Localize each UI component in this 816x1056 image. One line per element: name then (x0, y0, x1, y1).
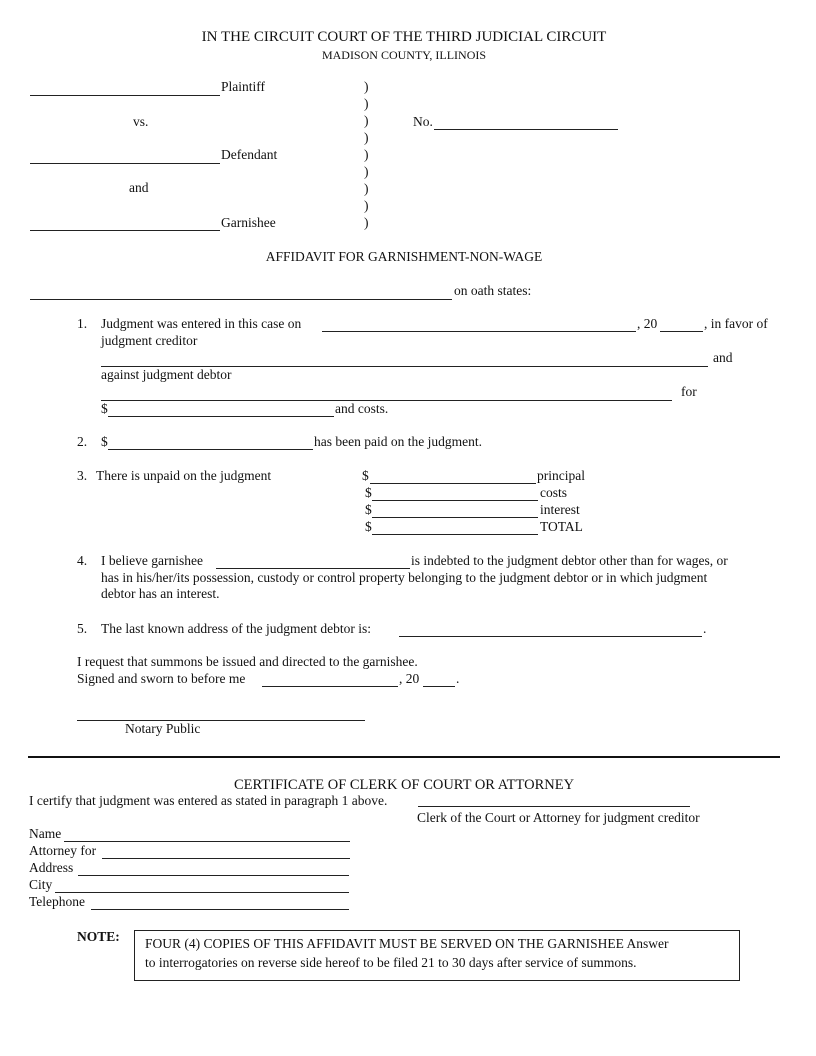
item-number: 3. (77, 468, 88, 483)
item4-line3: debtor has an interest. (101, 586, 220, 601)
item-number: 5. (77, 621, 88, 636)
certificate-title: CERTIFICATE OF CLERK OF COURT OR ATTORNEY (233, 777, 575, 793)
paren: ) (364, 164, 369, 179)
paren: ) (364, 130, 369, 145)
signed-text: Signed and sworn to before me (77, 671, 246, 686)
city-blank[interactable] (55, 892, 349, 893)
interest-blank[interactable] (372, 517, 538, 518)
paren: ) (364, 198, 369, 213)
name-label: Name (29, 826, 62, 841)
paren: ) (364, 79, 369, 94)
paid-amount-blank[interactable] (108, 449, 313, 450)
item3-text: There is unpaid on the judgment (96, 468, 272, 483)
paren: ) (364, 113, 369, 128)
item-number: 1. (77, 316, 88, 331)
paren: ) (364, 147, 369, 162)
item5-text: The last known address of the judgment debtor is: (101, 621, 371, 636)
clerk-label: Clerk of the Court or Attorney for judgment creditor (417, 810, 700, 825)
note-line-2: to interrogatories on reverse side hereof to be filed 21 to 30 days after service of summons. (145, 955, 637, 970)
paren: ) (364, 96, 369, 111)
judgment-date-blank[interactable] (322, 331, 636, 332)
for-text: for (681, 384, 697, 399)
costs-label: costs (540, 485, 567, 500)
defendant-blank[interactable] (30, 163, 220, 164)
section-divider (28, 756, 780, 758)
item-number: 4. (77, 553, 88, 568)
court-title: IN THE CIRCUIT COURT OF THE THIRD JUDICIAL CIRCUIT (201, 29, 607, 45)
principal-blank[interactable] (370, 483, 536, 484)
attorney-for-blank[interactable] (102, 858, 350, 859)
interest-label: interest (540, 502, 580, 517)
address-label: Address (29, 860, 74, 875)
telephone-label: Telephone (29, 894, 86, 909)
county-subtitle: MADISON COUNTY, ILLINOIS (321, 48, 487, 62)
plaintiff-blank[interactable] (30, 95, 220, 96)
dollar-sign: $ (365, 502, 372, 517)
plaintiff-label: Plaintiff (221, 79, 266, 94)
note-label: NOTE: (77, 929, 120, 944)
vs-label: vs. (133, 114, 149, 129)
total-label: TOTAL (540, 519, 583, 534)
note-line-1: FOUR (4) COPIES OF THIS AFFIDAVIT MUST BE SERVED ON THE GARNISHEE Answer (145, 936, 669, 951)
and-label: and (129, 180, 149, 195)
period: . (703, 621, 707, 636)
item-number: 2. (77, 434, 88, 449)
notary-signature-blank[interactable] (77, 720, 365, 721)
costs-blank[interactable] (372, 500, 538, 501)
garnishee-label: Garnishee (221, 215, 276, 230)
signed-date-blank[interactable] (262, 686, 398, 687)
principal-label: principal (537, 468, 585, 483)
item4-text: I believe garnishee (101, 553, 203, 568)
item2-text: has been paid on the judgment. (314, 434, 482, 449)
judgment-amount-blank[interactable] (108, 416, 334, 417)
dollar-sign: $ (365, 485, 372, 500)
paren: ) (364, 181, 369, 196)
item4-text-cont: is indebted to the judgment debtor other than for wages, or (411, 553, 728, 568)
total-blank[interactable] (372, 534, 538, 535)
period: . (456, 671, 460, 686)
address-blank[interactable] (78, 875, 349, 876)
dollar-sign: $ (362, 468, 369, 483)
dollar-sign: $ (101, 401, 108, 416)
debtor-address-blank[interactable] (399, 636, 702, 637)
dollar-sign: $ (101, 434, 108, 449)
certificate-text: I certify that judgment was entered as stated in paragraph 1 above. (29, 793, 388, 808)
defendant-label: Defendant (221, 147, 278, 162)
city-label: City (29, 877, 53, 892)
affidavit-title: AFFIDAVIT FOR GARNISHMENT-NON-WAGE (265, 249, 543, 264)
clerk-signature-blank[interactable] (418, 806, 690, 807)
signed-year-blank[interactable] (423, 686, 455, 687)
judgment-debtor-label: against judgment debtor (101, 367, 232, 382)
affiant-blank[interactable] (30, 299, 452, 300)
item4-line2: has in his/her/its possession, custody or control property belonging to the judgment debtor or in which judgment (101, 570, 708, 585)
case-number-blank[interactable] (434, 129, 618, 130)
garnishee-blank[interactable] (30, 230, 220, 231)
year-prefix: , 20 (637, 316, 658, 331)
judgment-creditor-label: judgment creditor (101, 333, 198, 348)
attorney-for-label: Attorney for (29, 843, 97, 858)
telephone-blank[interactable] (91, 909, 349, 910)
dollar-sign: $ (365, 519, 372, 534)
notary-label: Notary Public (125, 721, 201, 736)
judgment-year-blank[interactable] (660, 331, 703, 332)
year-prefix: , 20 (399, 671, 420, 686)
and-text: and (713, 350, 733, 365)
name-blank[interactable] (64, 841, 350, 842)
and-costs-text: and costs. (335, 401, 389, 416)
oath-label: on oath states: (454, 283, 532, 298)
in-favor-text: , in favor of (704, 316, 768, 331)
paren: ) (364, 215, 369, 230)
case-number-label: No. (413, 114, 433, 129)
item1-text: Judgment was entered in this case on (101, 316, 302, 331)
request-text: I request that summons be issued and directed to the garnishee. (77, 654, 418, 669)
